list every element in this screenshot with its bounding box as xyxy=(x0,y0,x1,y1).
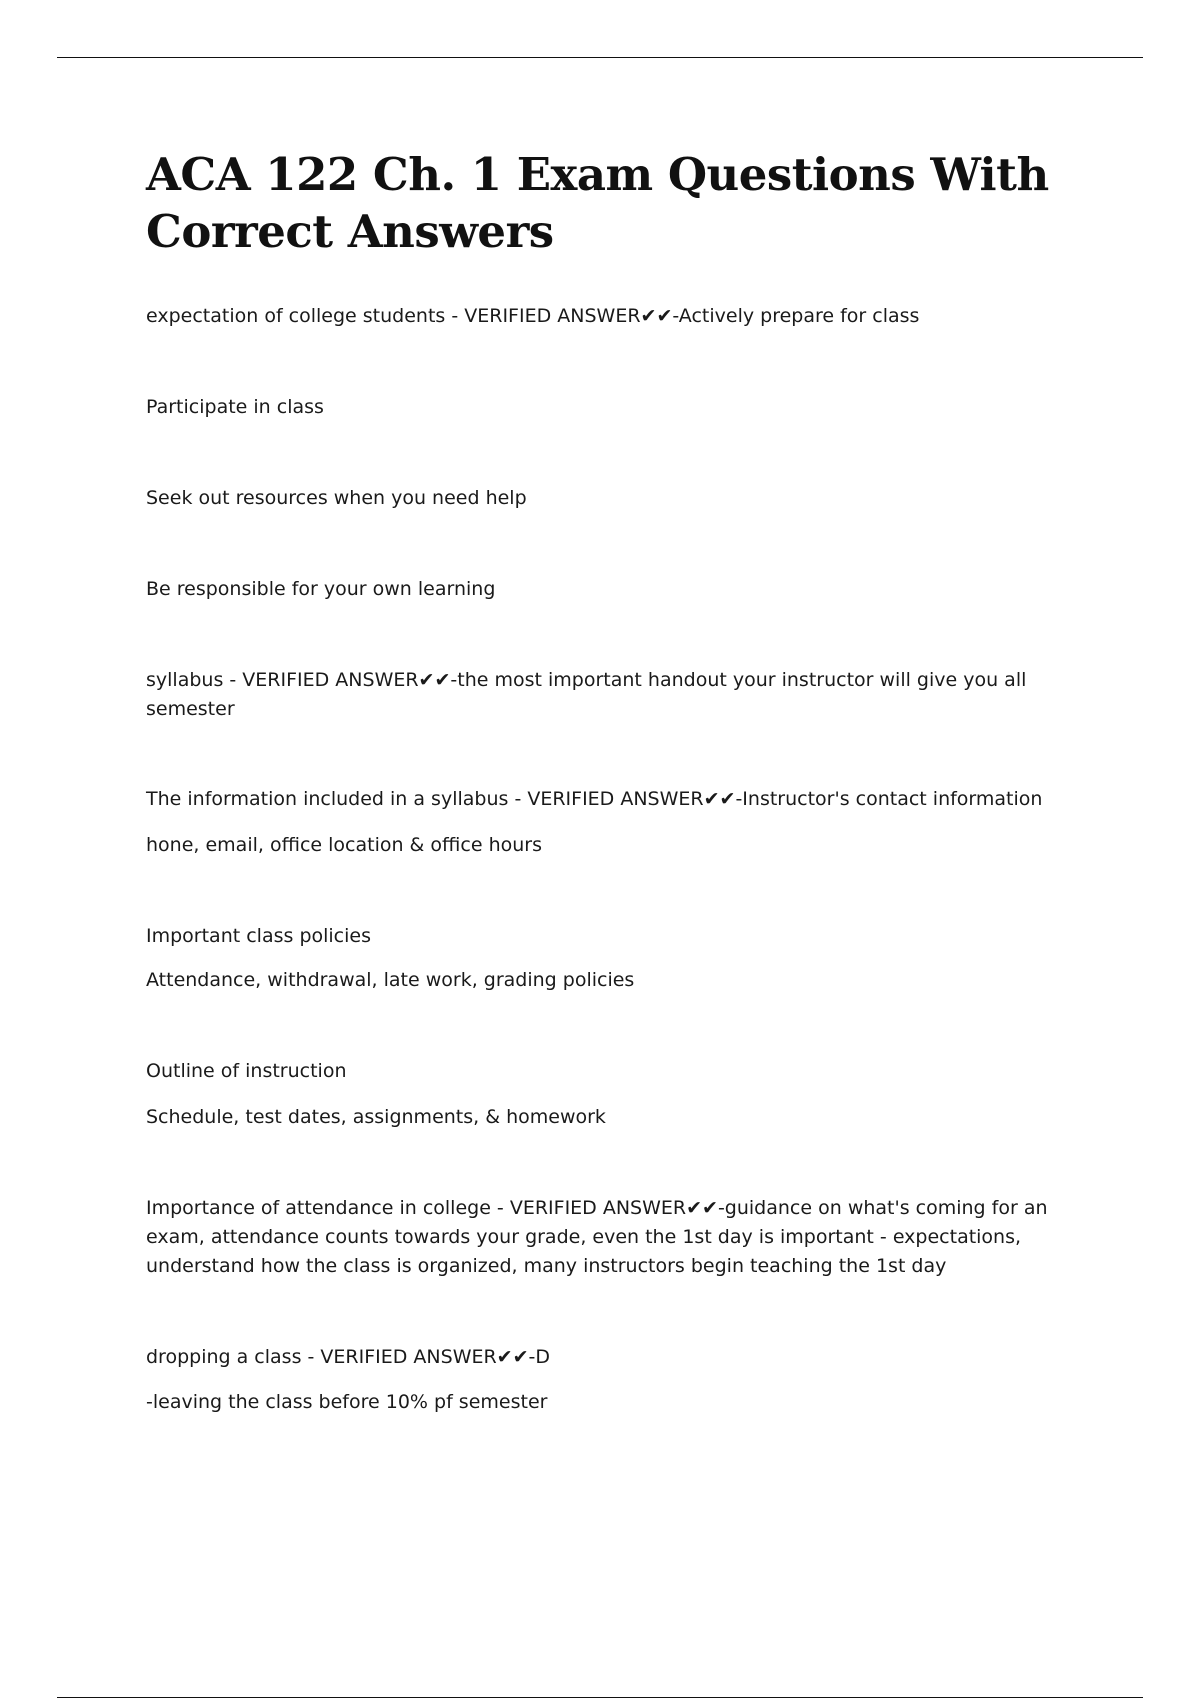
text-line: Attendance, withdrawal, late work, grading policies xyxy=(146,969,635,991)
text-line: The information included in a syllabus - VERIFIED ANSWER✔✔-Instructor's contact information xyxy=(146,788,1043,810)
text-line: Importance of attendance in college - VERIFIED ANSWER✔✔-guidance on what's coming for an exam, attendance counts towards your grade, even the 1st day is important - expectations, understand how the class is organized, many instructors begin teaching the 1st day xyxy=(146,1197,1054,1277)
bottom-divider xyxy=(57,1697,1143,1698)
text-line: -leaving the class before 10% pf semester xyxy=(146,1391,548,1413)
text-line: Participate in class xyxy=(146,396,324,418)
text-line: dropping a class - VERIFIED ANSWER✔✔-D xyxy=(146,1346,551,1368)
text-line: Schedule, test dates, assignments, & homework xyxy=(146,1106,606,1128)
text-line: expectation of college students - VERIFIED ANSWER✔✔-Actively prepare for class xyxy=(146,305,920,327)
top-divider xyxy=(57,57,1143,58)
text-line: Outline of instruction xyxy=(146,1060,347,1082)
text-line: hone, email, office location & office hours xyxy=(146,834,542,856)
text-line: Be responsible for your own learning xyxy=(146,578,496,600)
document-title: ACA 122 Ch. 1 Exam Questions With Correct Answers xyxy=(146,148,1049,258)
text-line: Important class policies xyxy=(146,925,371,947)
text-line: Seek out resources when you need help xyxy=(146,487,527,509)
text-line: syllabus - VERIFIED ANSWER✔✔-the most important handout your instructor will give you all semester xyxy=(146,669,1033,720)
